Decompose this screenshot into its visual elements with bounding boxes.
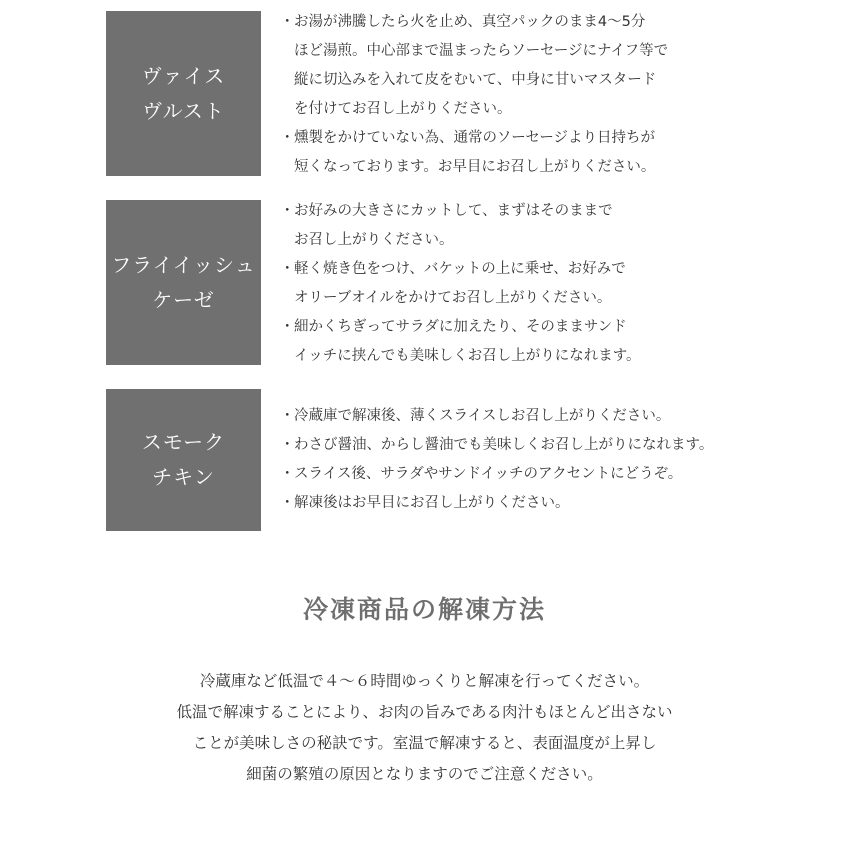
note-line: お召し上がりください。	[294, 232, 454, 248]
note-item	[280, 197, 641, 255]
note-line: イッチに挟んでも美味しくお召し上がりになれます。	[294, 348, 641, 364]
note-line: わさび醤油、からし醤油でも美味しくお召し上がりになれます。	[294, 437, 714, 453]
note-line: 細かくちぎってサラダに加えたり、そのままサンド	[294, 319, 627, 335]
note-item	[280, 489, 713, 518]
bullet: ・	[280, 437, 295, 453]
thawing-line: ことが美味しさの秘訣です。室温で解凍すると、表面温度が上昇し	[192, 734, 657, 752]
product-notes	[280, 402, 713, 518]
note-line: 短くなっております。お早目にお召し上がりください。	[294, 159, 656, 175]
product-name-box	[106, 11, 261, 176]
bullet: ・	[280, 203, 295, 219]
product-smoked-chicken	[106, 389, 806, 531]
note-item	[280, 402, 713, 431]
note-line: 縦に切込みを入れて皮をむいて、中身に甘いマスタード	[294, 72, 657, 88]
note-item	[280, 8, 668, 124]
bullet: ・	[280, 466, 295, 482]
product-notes	[280, 8, 668, 182]
note-line: を付けてお召し上がりください。	[294, 101, 512, 117]
thawing-section-body	[0, 666, 849, 790]
note-line: 燻製をかけていない為、通常のソーセージより日持ちが	[294, 130, 656, 146]
product-freiisch-kase	[106, 200, 806, 365]
note-line: お湯が沸騰したら火を止め、真空パックのまま4〜5分	[294, 14, 646, 30]
note-item	[280, 460, 713, 489]
product-name-line: フライイッシュ	[111, 252, 256, 277]
bullet: ・	[280, 319, 295, 335]
note-line: オリーブオイルをかけてお召し上がりください。	[294, 290, 612, 306]
product-name-line: ヴァイス	[141, 63, 226, 88]
product-name-line: ケーゼ	[152, 287, 215, 312]
product-name-line: ヴルスト	[142, 98, 225, 123]
note-line: スライス後、サラダやサンドイッチのアクセントにどうぞ。	[294, 466, 683, 482]
note-line: お好みの大きさにカットして、まずはそのままで	[294, 203, 613, 219]
note-line: 冷蔵庫で解凍後、薄くスライスしお召し上がりください。	[294, 408, 671, 424]
product-name-line: スモーク	[141, 430, 226, 454]
product-name-box	[106, 200, 261, 365]
note-line: 軽く焼き色をつけ、バケットの上に乗せ、お好みで	[294, 261, 626, 277]
thawing-section-title: 冷凍商品の解凍方法	[302, 595, 546, 624]
note-item	[280, 124, 668, 182]
product-notes	[280, 197, 641, 371]
product-name-box	[106, 389, 261, 531]
bullet: ・	[280, 14, 295, 30]
product-weisswurst	[106, 11, 806, 176]
note-item	[280, 431, 713, 460]
note-item	[280, 313, 641, 371]
thawing-line: 冷蔵庫など低温で４〜６時間ゆっくりと解凍を行ってください。	[199, 672, 650, 690]
bullet: ・	[280, 408, 295, 424]
thawing-line: 低温で解凍することにより、お肉の旨みである肉汁もほとんど出さない	[176, 703, 673, 721]
bullet: ・	[280, 130, 295, 146]
bullet: ・	[280, 495, 295, 511]
product-name-line: チキン	[152, 465, 215, 489]
bullet: ・	[280, 261, 295, 277]
thawing-line: 細菌の繁殖の原因となりますのでご注意ください。	[246, 765, 603, 783]
note-line: ほど湯煎。中心部まで温まったらソーセージにナイフ等で	[294, 43, 669, 59]
note-item	[280, 255, 641, 313]
note-line: 解凍後はお早目にお召し上がりください。	[294, 495, 570, 511]
